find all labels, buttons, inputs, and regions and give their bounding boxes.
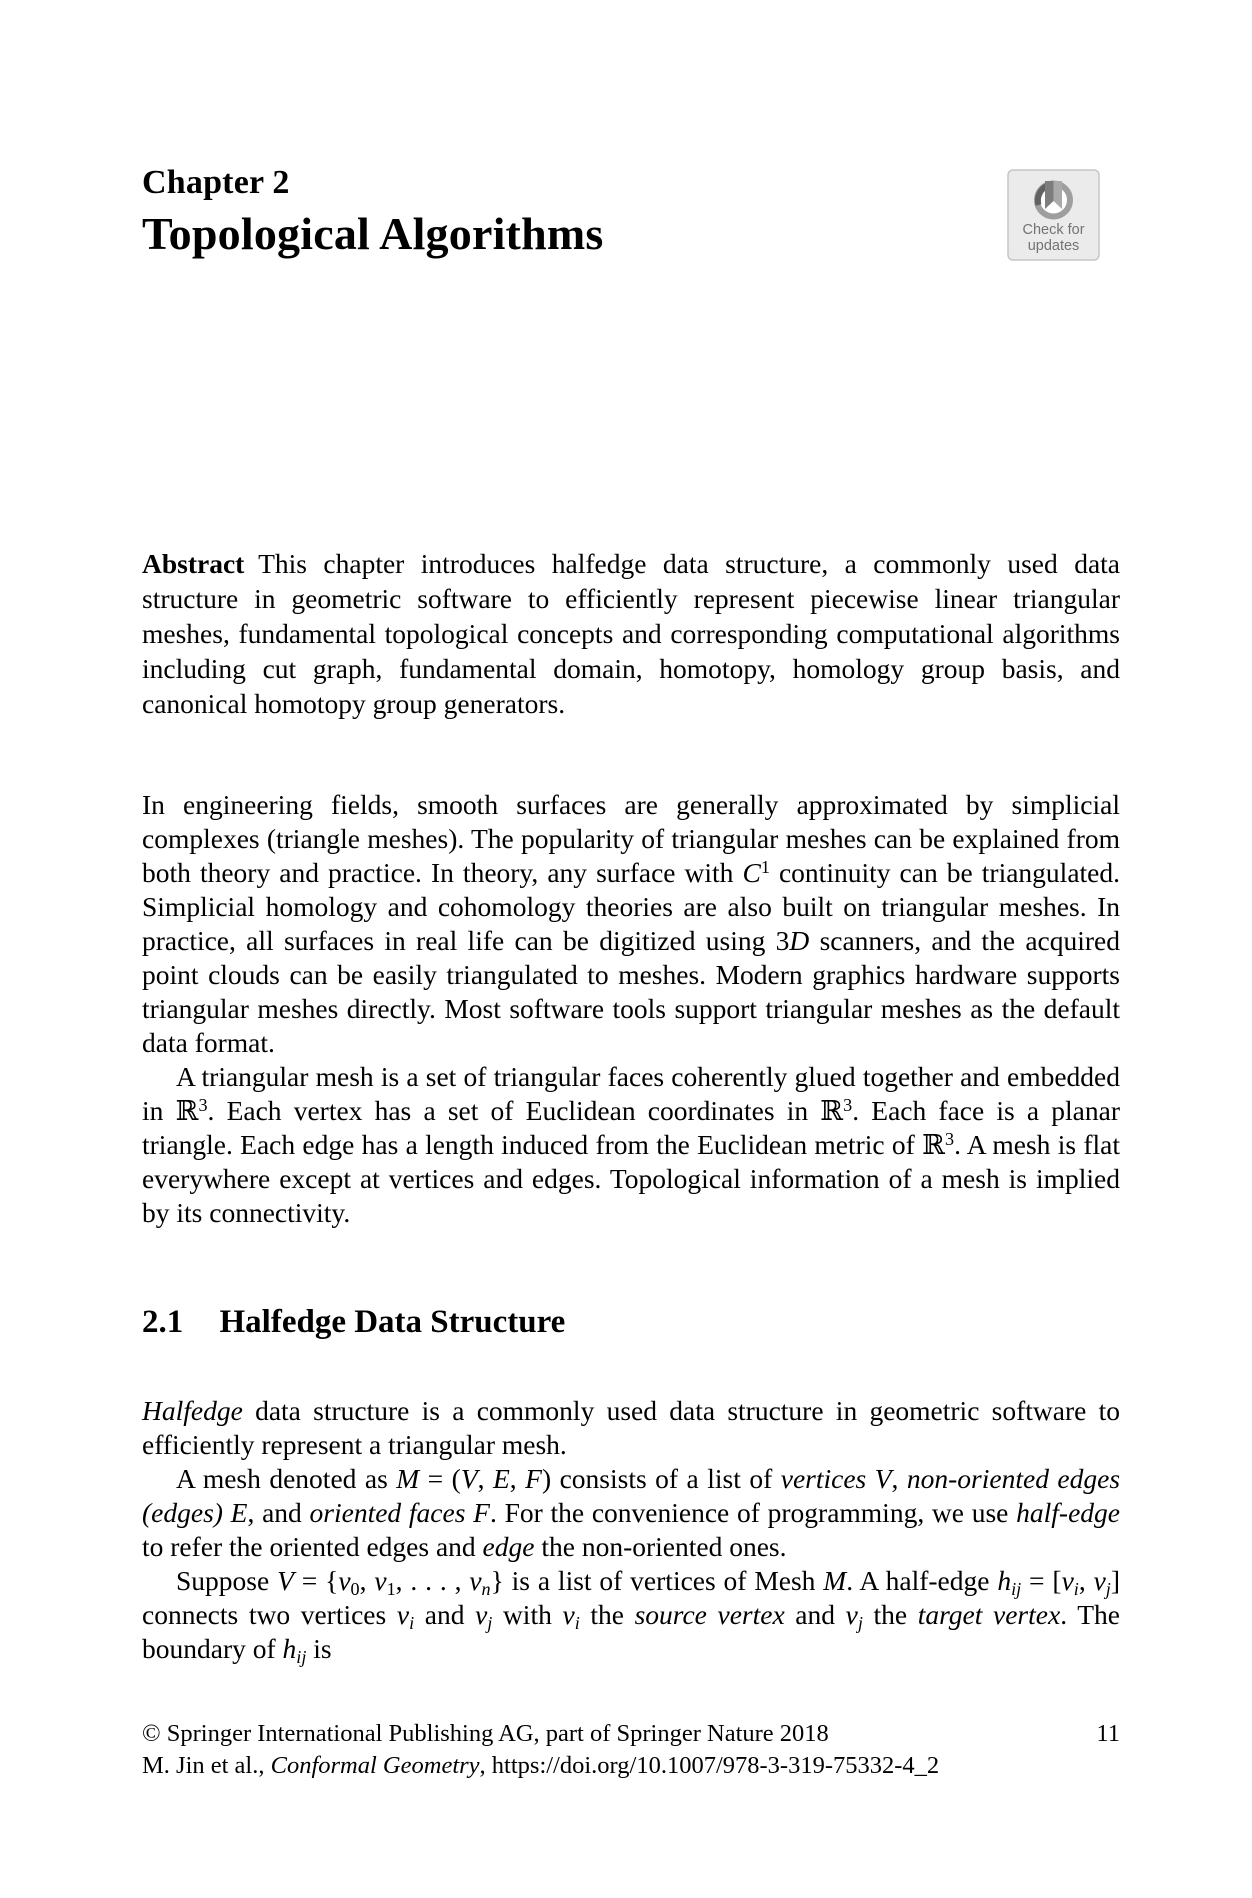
chapter-title: Topological Algorithms bbox=[142, 208, 604, 260]
page-number: 11 bbox=[1096, 1720, 1120, 1747]
section-title: Halfedge Data Structure bbox=[219, 1304, 566, 1340]
abstract-paragraph: Abstract This chapter introduces halfedge data structure, a commonly used data structure in geometric software to efficiently represent piecewise linear triangular meshes, fundamental topological concepts and corresponding computational algorithms including cut graph, fundamental domain, homotopy, homology group basis, and canonical homotopy group generators. bbox=[142, 548, 1120, 719]
citation-line: M. Jin et al., Conformal Geometry, https://doi.org/10.1007/978-3-319-75332-4_2 bbox=[142, 1752, 940, 1779]
section-paragraph-1: Halfedge data structure is a commonly used data structure in geometric software to efficiently represent a triangular mesh. bbox=[142, 1395, 1120, 1460]
section-heading bbox=[142, 1304, 1120, 1340]
intro-paragraph-1: In engineering fields, smooth surfaces are generally approximated by simplicial complexes (triangle meshes). The popularity of triangular meshes can be explained from both theory and practice. In theory, any surface with $C^1$ continuity can be triangulated. Simplicial homology and cohomology theories are also built on triangular meshes. In practice, all surfaces in real life can be digitized using 3D scanners, and the acquired point clouds can be easily triangulated to meshes. Modern graphics hardware supports triangular meshes directly. Most software tools support triangular meshes as the default data format. bbox=[142, 789, 1120, 1058]
badge-text-line1: Check for bbox=[1022, 222, 1085, 238]
section-body bbox=[142, 1394, 1120, 1666]
section-heading-block bbox=[142, 1304, 1120, 1340]
section-paragraph-2: A mesh denoted as M = (V, E, F) consists of a list of vertices V, non-oriented edges (edges) E, and oriented faces F. For the convenience of programming, we use half-edge to refer the oriented edges and edge the non-oriented ones. bbox=[142, 1463, 1121, 1562]
chapter-header bbox=[142, 163, 1120, 258]
chapter-label: Chapter 2 bbox=[142, 164, 290, 201]
copyright-notice: © Springer International Publishing AG, part of Springer Nature 2018 bbox=[142, 1720, 829, 1747]
page-footer bbox=[142, 1718, 1120, 1782]
section-paragraph-3: Suppose V = {v0, v1, . . . , vn} is a list of vertices of Mesh M. A half-edge hij = [vi, vj] connects two vertices vi and vj with vi the source vertex and vj the target vertex. The boundary of hij is bbox=[142, 1565, 1120, 1668]
intro-paragraph-2: A triangular mesh is a set of triangular faces coherently glued together and embedded in ℝ$^3$. Each vertex has a set of Euclidean coordinates in ℝ$^3$. Each face is a planar triangle. Each edge has a length induced from the Euclidean metric of ℝ$^3$. A mesh is flat everywhere except at vertices and edges. Topological information of a mesh is implied by its connectivity. bbox=[142, 1061, 1120, 1228]
section-number: 2.1 bbox=[142, 1304, 184, 1340]
badge-text-line2: updates bbox=[1027, 238, 1080, 254]
intro-body bbox=[142, 788, 1120, 1230]
check-for-updates-badge[interactable] bbox=[1007, 169, 1100, 261]
check-for-updates-icon bbox=[1007, 169, 1100, 261]
abstract-section bbox=[142, 546, 1120, 721]
